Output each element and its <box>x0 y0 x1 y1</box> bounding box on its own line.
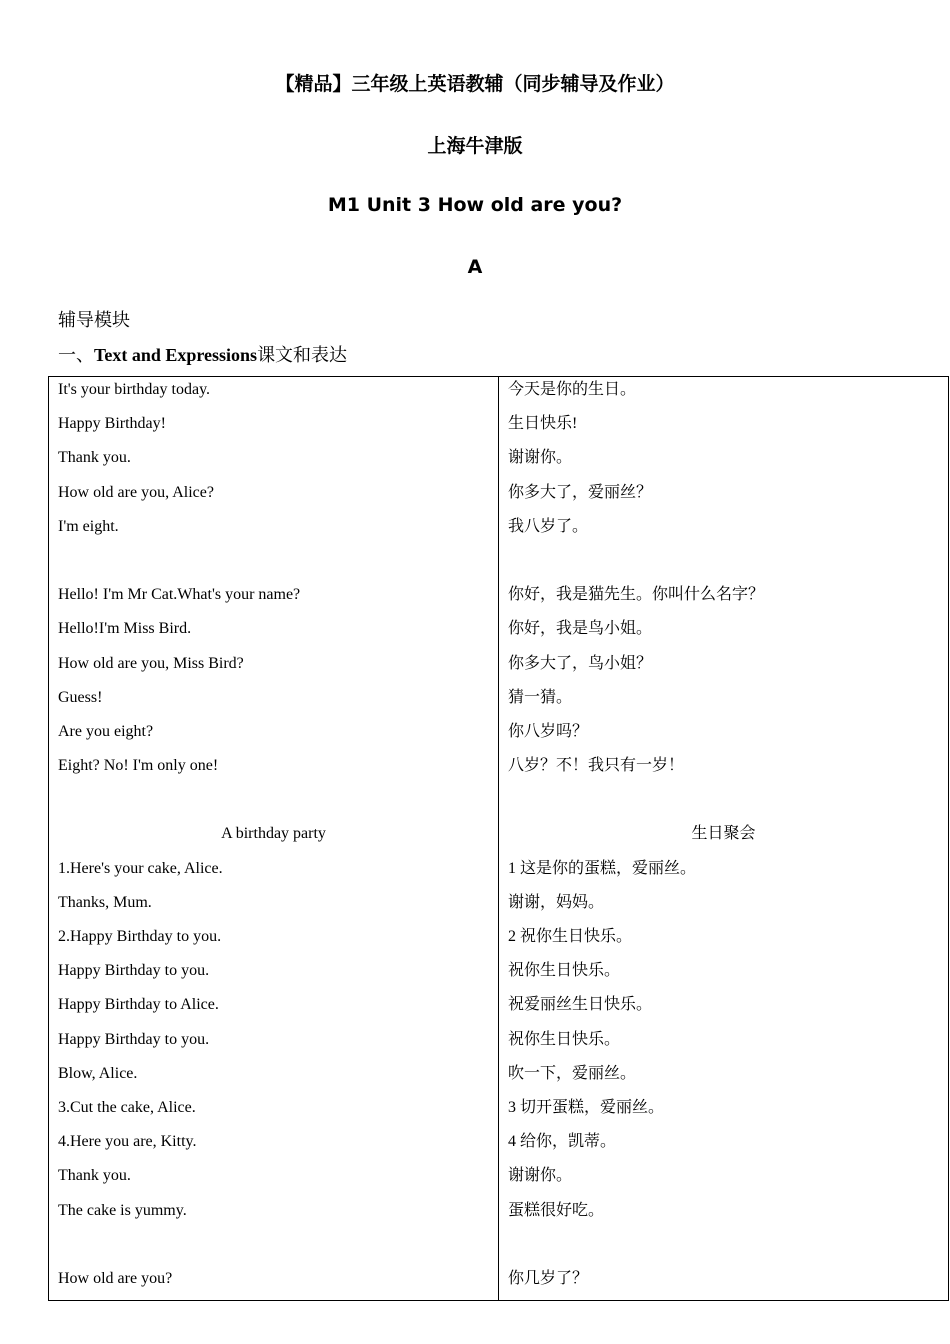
chinese-line: 谢谢你。 <box>508 449 573 467</box>
edition-label: 上海牛津版 <box>427 135 523 157</box>
section-title-cn: 课文和表达 <box>257 345 348 366</box>
unit-title: M1 Unit 3 How old are you? <box>327 194 623 216</box>
chinese-line: 祝你生日快乐。 <box>508 1030 621 1048</box>
english-line: Happy Birthday! <box>58 415 166 433</box>
document-title: 【精品】三年级上英语教辅（同步辅导及作业） <box>275 73 675 95</box>
english-line: Guess! <box>58 688 103 706</box>
chinese-line: 蛋糕很好吃。 <box>508 1201 605 1219</box>
chinese-line: 祝爱丽丝生日快乐。 <box>508 996 653 1014</box>
english-line: Thanks, Mum. <box>58 893 152 911</box>
english-line: 3.Cut the cake, Alice. <box>58 1098 196 1116</box>
chinese-line: 2 祝你生日快乐。 <box>508 928 633 945</box>
english-line: Hello!I'm Miss Bird. <box>58 620 192 638</box>
module-label: 辅导模块 <box>58 310 130 331</box>
english-line: Thank you. <box>58 1167 131 1185</box>
english-line: How old are you? <box>58 1269 173 1287</box>
english-line: How old are you, Miss Bird? <box>58 654 244 672</box>
english-column <box>49 377 499 1301</box>
english-line: It's your birthday today. <box>58 381 211 398</box>
chinese-line: 4 给你，凯蒂。 <box>508 1133 617 1151</box>
section-title-en: Text and Expressions <box>94 345 258 365</box>
english-line: 4.Here you are, Kitty. <box>58 1133 197 1151</box>
chinese-blank-line <box>508 787 939 821</box>
english-blank-line <box>58 548 489 582</box>
english-line: Eight? No! I'm only one! <box>58 757 219 775</box>
chinese-line: 祝你生日快乐。 <box>508 962 621 980</box>
chinese-line: 你好，我是鸟小姐。 <box>508 620 653 638</box>
table-row <box>49 377 949 1301</box>
english-line: Happy Birthday to you. <box>58 1030 210 1048</box>
section-number: 一、 <box>58 345 94 366</box>
section-heading <box>58 341 347 367</box>
chinese-line: 你多大了，爱丽丝？ <box>508 483 653 501</box>
english-subheading: A birthday party <box>221 825 326 843</box>
chinese-column <box>499 377 949 1301</box>
chinese-blank-line <box>508 1232 939 1266</box>
english-line: Hello! I'm Mr Cat.What's your name? <box>58 586 301 604</box>
english-line: The cake is yummy. <box>58 1201 187 1219</box>
chinese-line: 你好，我是猫先生。你叫什么名字？ <box>508 586 765 604</box>
chinese-blank-line <box>508 548 939 582</box>
chinese-line: 1 这是你的蛋糕，爱丽丝。 <box>508 859 697 877</box>
english-line: I'm eight. <box>58 517 119 535</box>
english-line: 1.Here's your cake, Alice. <box>58 859 223 877</box>
chinese-line: 谢谢，妈妈。 <box>508 893 605 911</box>
english-line: Thank you. <box>58 449 131 467</box>
english-line: Happy Birthday to you. <box>58 962 210 980</box>
part-label: A <box>467 256 483 278</box>
chinese-line: 谢谢你。 <box>508 1167 573 1185</box>
chinese-line: 猜一猜。 <box>508 688 573 706</box>
english-line: Happy Birthday to Alice. <box>58 996 219 1014</box>
chinese-line: 吹一下，爱丽丝。 <box>508 1064 637 1082</box>
chinese-line: 你几岁了？ <box>508 1269 589 1287</box>
chinese-line: 我八岁了。 <box>508 517 589 535</box>
english-line: 2.Happy Birthday to you. <box>58 928 222 945</box>
text-expressions-table <box>48 376 949 1301</box>
english-blank-line <box>58 787 489 821</box>
chinese-line: 3 切开蛋糕，爱丽丝。 <box>508 1098 665 1116</box>
english-line: How old are you, Alice? <box>58 483 214 501</box>
chinese-line: 你多大了，鸟小姐？ <box>508 654 653 672</box>
english-line: Are you eight? <box>58 722 154 740</box>
chinese-line: 你八岁吗？ <box>508 722 589 740</box>
chinese-line: 今天是你的生日。 <box>508 381 637 398</box>
chinese-subheading: 生日聚会 <box>691 825 756 843</box>
english-line: Blow, Alice. <box>58 1064 138 1082</box>
chinese-line: 生日快乐! <box>508 415 578 433</box>
english-blank-line <box>58 1232 489 1266</box>
chinese-line: 八岁？不！我只有一岁！ <box>508 757 685 775</box>
